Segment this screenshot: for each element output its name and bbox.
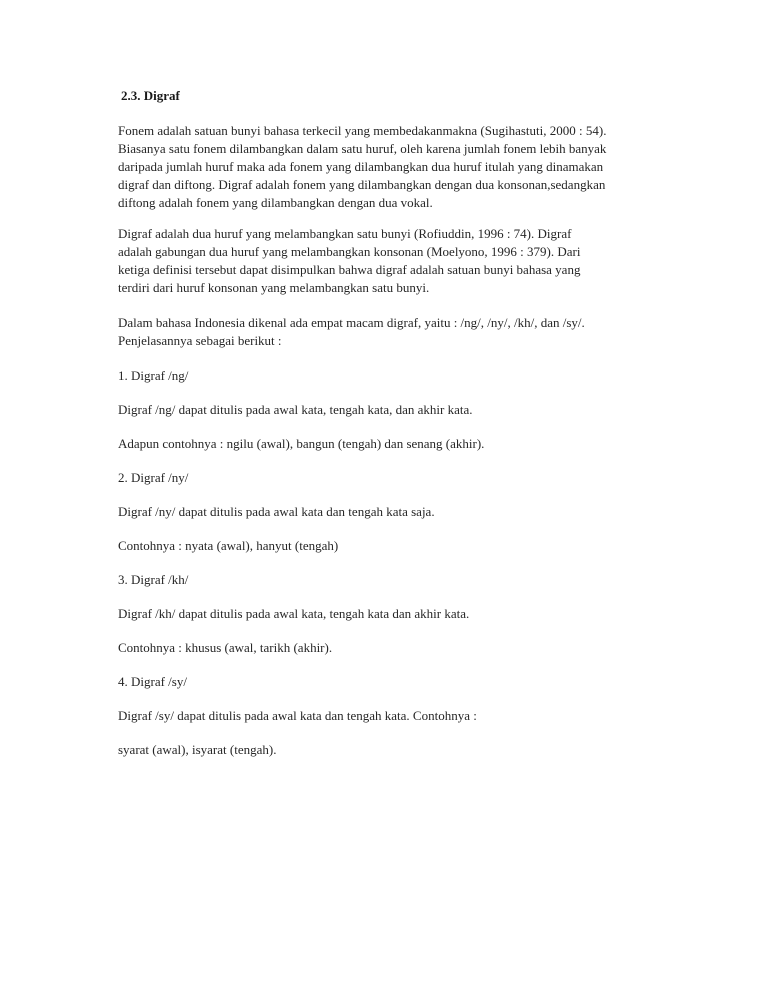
item-heading-ny: 2. Digraf /ny/ <box>118 470 189 485</box>
text-line: daripada jumlah huruf maka ada fonem yang dilambangkan dua huruf itulah yang dinamakan <box>118 159 604 174</box>
item-text: Digraf /ng/ dapat ditulis pada awal kata, tengah kata, dan akhir kata. <box>118 402 473 417</box>
item-example: Contohnya : nyata (awal), hanyut (tengah) <box>118 538 339 553</box>
item-text: Digraf /ny/ dapat ditulis pada awal kata dan tengah kata saja. <box>118 504 435 519</box>
paragraph-digraf-definition <box>118 225 663 297</box>
paragraph-fonem <box>118 122 663 212</box>
item-heading-kh: 3. Digraf /kh/ <box>118 572 189 587</box>
item-text: Digraf /sy/ dapat ditulis pada awal kata dan tengah kata. Contohnya : <box>118 708 477 723</box>
item-example: syarat (awal), isyarat (tengah). <box>118 742 277 757</box>
text-line: terdiri dari huruf konsonan yang melambangkan satu bunyi. <box>118 280 430 295</box>
item-text: Digraf /kh/ dapat ditulis pada awal kata, tengah kata dan akhir kata. <box>118 606 470 621</box>
text-line: adalah gabungan dua huruf yang melambangkan konsonan (Moelyono, 1996 : 379). Dari <box>118 244 581 259</box>
text-line: Fonem adalah satuan bunyi bahasa terkecil yang membedakanmakna (Sugihastuti, 2000 : 54). <box>118 123 607 138</box>
section-heading: 2.3. Digraf <box>121 88 180 103</box>
text-line: digraf dan diftong. Digraf adalah fonem yang dilambangkan dengan dua konsonan,sedangkan <box>118 177 606 192</box>
text-line: ketiga definisi tersebut dapat disimpulkan bahwa digraf adalah satuan bunyi bahasa yang <box>118 262 581 277</box>
text-line: Penjelasannya sebagai berikut : <box>118 333 282 348</box>
item-example: Adapun contohnya : ngilu (awal), bangun (tengah) dan senang (akhir). <box>118 436 485 451</box>
paragraph-digraf-types <box>118 314 663 350</box>
text-line: diftong adalah fonem yang dilambangkan dengan dua vokal. <box>118 195 433 210</box>
item-heading-ng: 1. Digraf /ng/ <box>118 368 189 383</box>
text-line: Dalam bahasa Indonesia dikenal ada empat macam digraf, yaitu : /ng/, /ny/, /kh/, dan /sy/. <box>118 315 585 330</box>
text-line: Biasanya satu fonem dilambangkan dalam satu huruf, oleh karena jumlah fonem lebih banyak <box>118 141 607 156</box>
item-example: Contohnya : khusus (awal, tarikh (akhir). <box>118 640 333 655</box>
text-line: Digraf adalah dua huruf yang melambangkan satu bunyi (Rofiuddin, 1996 : 74). Digraf <box>118 226 572 241</box>
item-heading-sy: 4. Digraf /sy/ <box>118 674 187 689</box>
